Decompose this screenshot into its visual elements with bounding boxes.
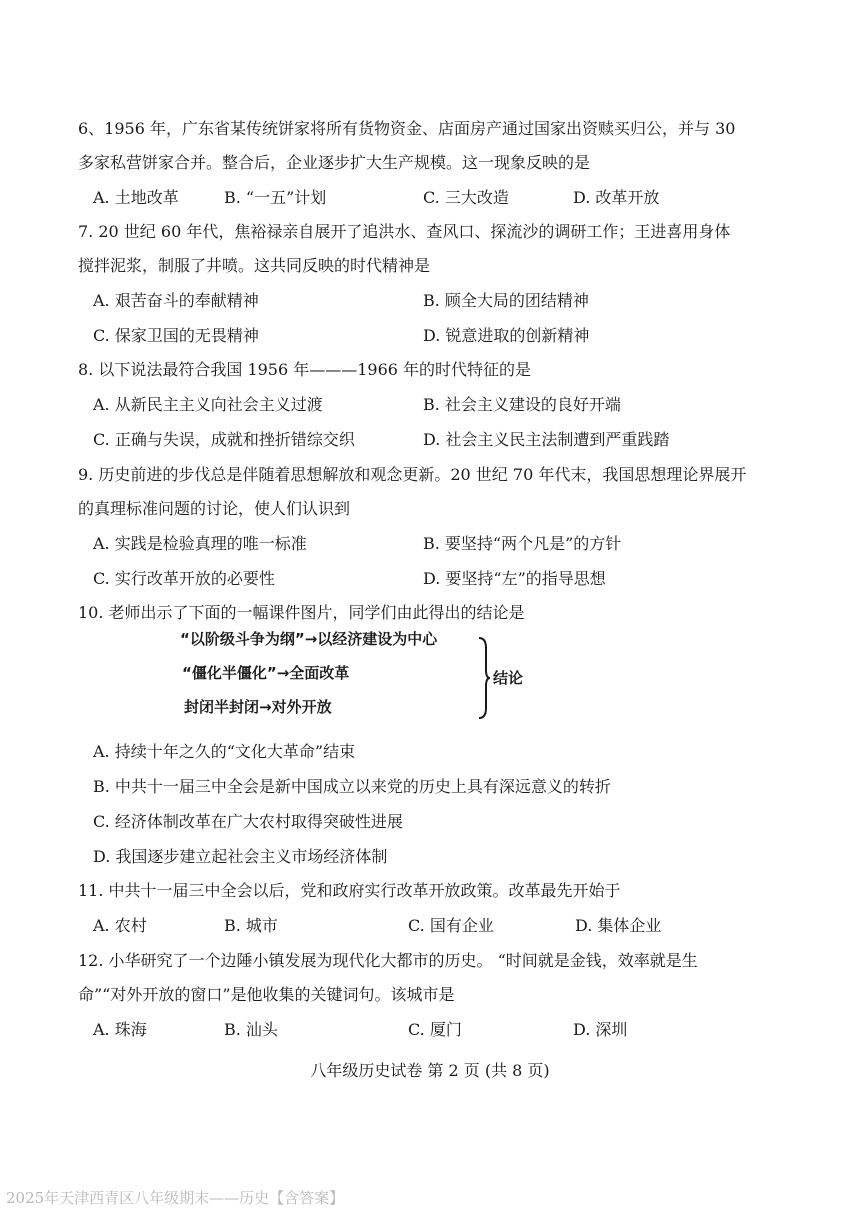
question-8-option-b: B. 社会主义建设的良好开端 [423, 395, 621, 414]
question-10-stem: 10. 老师出示了下面的一幅课件图片，同学们由此得出的结论是 [78, 603, 525, 622]
question-12-stem-line-2: 命”“对外开放的窗口”是他收集的关键词句。该城市是 [78, 985, 455, 1004]
question-11-stem: 11. 中共十一届三中全会以后，党和政府实行改革开放政策。改革最先开始于 [78, 881, 621, 900]
question-6-option-d: D. 改革开放 [573, 188, 660, 207]
question-10-option-b: B. 中共十一届三中全会是新中国成立以来党的历史上具有深远意义的转折 [93, 777, 611, 796]
question-12-option-d: D. 深圳 [573, 1020, 628, 1039]
question-12-option-a: A. 珠海 [93, 1020, 147, 1039]
question-7-option-c: C. 保家卫国的无畏精神 [93, 326, 259, 345]
figure-line-1: “以阶级斗争为纲”→以经济建设为中心 [180, 630, 438, 648]
question-9-option-a: A. 实践是检验真理的唯一标准 [93, 534, 307, 553]
page-footer: 八年级历史试卷 第 2 页 (共 8 页) [310, 1061, 550, 1080]
question-11-option-a: A. 农村 [93, 916, 147, 935]
courseware-figure [180, 626, 540, 724]
question-7-stem-line-2: 搅拌泥浆，制服了井喷。这共同反映的时代精神是 [78, 256, 431, 275]
question-12-option-c: C. 厦门 [408, 1020, 462, 1039]
figure-line-3: 封闭半封闭→对外开放 [184, 698, 332, 716]
watermark-caption: 2025年天津西青区八年级期末——历史【含答案】 [6, 1189, 345, 1207]
question-7-option-b: B. 顾全大局的团结精神 [423, 291, 589, 310]
question-6-stem-line-1: 6、1956 年，广东省某传统饼家将所有货物资金、店面房产通过国家出资赎买归公，并与 30 [78, 119, 736, 138]
question-8-option-d: D. 社会主义民主法制遭到严重践踏 [423, 430, 670, 449]
question-8-option-c: C. 正确与失误，成就和挫折错综交织 [93, 430, 355, 449]
question-7-stem-line-1: 7. 20 世纪 60 年代，焦裕禄亲自展开了追洪水、查风口、探流沙的调研工作；王进喜用身体 [78, 222, 731, 241]
question-9-stem-line-2: 的真理标准问题的讨论，使人们认识到 [78, 499, 351, 518]
question-11-option-d: D. 集体企业 [575, 916, 662, 935]
question-10-option-a: A. 持续十年之久的“文化大革命”结束 [93, 742, 356, 761]
question-11-option-c: C. 国有企业 [408, 916, 494, 935]
question-10-option-d: D. 我国逐步建立起社会主义市场经济体制 [93, 847, 388, 866]
question-10-option-c: C. 经济体制改革在广大农村取得突破性进展 [93, 812, 403, 831]
question-7-option-a: A. 艰苦奋斗的奉献精神 [93, 291, 259, 310]
question-8-stem: 8. 以下说法最符合我国 1956 年———1966 年的时代特征的是 [78, 360, 532, 379]
question-9-option-d: D. 要坚持“左”的指导思想 [423, 569, 606, 588]
question-9-option-c: C. 实行改革开放的必要性 [93, 569, 275, 588]
question-9-stem-line-1: 9. 历史前进的步伐总是伴随着思想解放和观念更新。20 世纪 70 年代末，我国思想理论界展开 [78, 465, 747, 484]
question-6-option-b: B. “一五”计划 [224, 188, 327, 207]
question-8-option-a: A. 从新民主主义向社会主义过渡 [93, 395, 323, 414]
question-9-option-b: B. 要坚持“两个凡是”的方针 [423, 534, 622, 553]
question-6-stem-line-2: 多家私营饼家合并。整合后，企业逐步扩大生产规模。这一现象反映的是 [78, 153, 591, 172]
question-6-option-a: A. 土地改革 [93, 188, 179, 207]
question-12-option-b: B. 汕头 [224, 1020, 278, 1039]
question-11-option-b: B. 城市 [224, 916, 278, 935]
curly-brace-icon [477, 636, 491, 720]
figure-line-2: “僵化半僵化”→全面改革 [182, 664, 350, 682]
question-6-option-c: C. 三大改造 [423, 188, 509, 207]
question-12-stem-line-1: 12. 小华研究了一个边陲小镇发展为现代化大都市的历史。 “时间就是金钱，效率就是生 [78, 951, 698, 970]
question-7-option-d: D. 锐意进取的创新精神 [423, 326, 590, 345]
figure-conclusion-label: 结论 [493, 669, 524, 687]
